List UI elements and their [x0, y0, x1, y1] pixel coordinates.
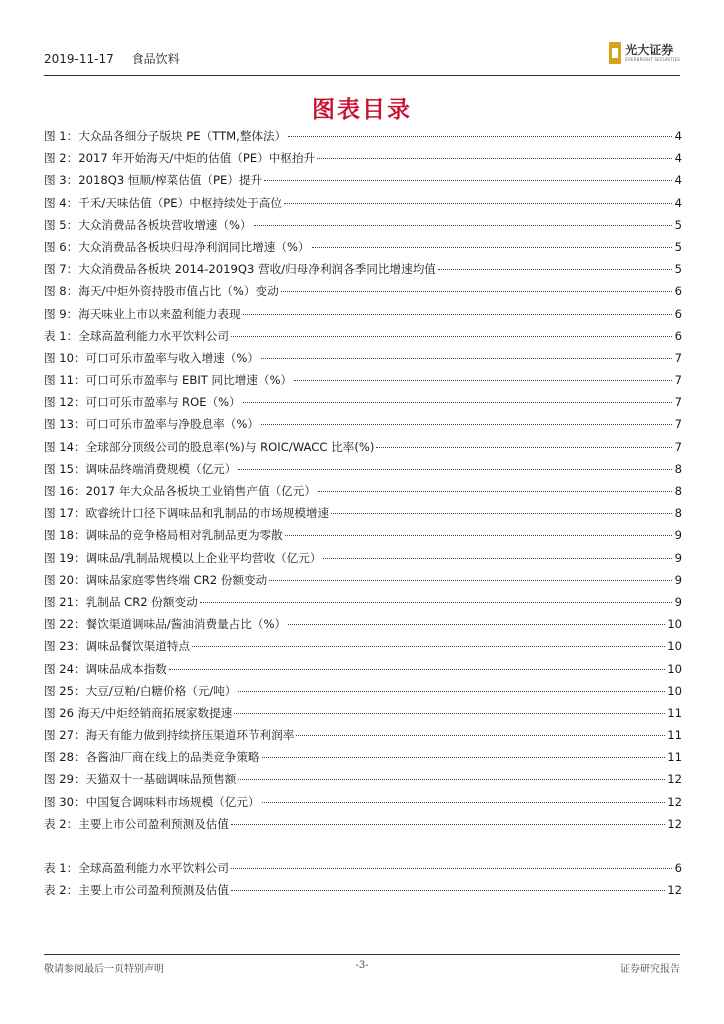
dot-leader — [296, 735, 665, 736]
dot-leader — [317, 158, 672, 159]
toc-entry-page: 10 — [667, 683, 682, 698]
toc-entry[interactable] — [44, 816, 682, 838]
toc-entry[interactable] — [44, 261, 682, 283]
toc-entry[interactable] — [44, 794, 682, 816]
dot-leader — [231, 890, 665, 891]
toc-entry-page: 10 — [667, 617, 682, 632]
toc-entry[interactable] — [44, 594, 682, 616]
dot-leader — [318, 491, 672, 492]
dot-leader — [269, 580, 672, 581]
toc-entry-page: 6 — [674, 861, 682, 875]
dot-leader — [234, 713, 665, 714]
toc-entry-page: 7 — [674, 350, 682, 365]
toc-entry-label: 图 15：调味品终端消费规模（亿元） — [44, 461, 237, 476]
toc-entry-label: 表 1：全球高盈利能力水平饮料公司 — [44, 861, 229, 875]
dot-leader — [312, 247, 672, 248]
logo-icon — [609, 42, 621, 64]
toc-entry[interactable] — [44, 505, 682, 527]
toc-entry-page: 10 — [667, 661, 682, 676]
footer-report-type: 证券研究报告 — [620, 964, 680, 975]
page-number: -3- — [355, 960, 369, 971]
page-header — [44, 40, 680, 74]
header-meta — [44, 50, 194, 67]
dot-leader — [231, 868, 672, 869]
dot-leader — [231, 824, 665, 825]
toc-entry-page: 6 — [674, 306, 682, 321]
toc-entry-page: 12 — [667, 816, 682, 831]
toc-entry-page: 12 — [667, 794, 682, 809]
toc-entry-page: 4 — [674, 129, 682, 143]
dot-leader — [288, 624, 665, 625]
dot-leader — [238, 691, 665, 692]
dot-leader — [192, 646, 665, 647]
toc-entry[interactable] — [44, 239, 682, 261]
dot-leader — [231, 336, 672, 337]
dot-leader — [284, 203, 672, 204]
toc-entry-label: 图 24：调味品成本指数 — [44, 661, 167, 676]
toc-entry-label: 图 12：可口可乐市盈率与 ROE（%） — [44, 395, 241, 410]
toc-entry[interactable] — [44, 771, 682, 793]
toc-entry-page: 8 — [674, 484, 682, 498]
dot-leader — [285, 535, 672, 536]
toc-entry[interactable] — [44, 195, 682, 217]
toc-entry-label: 图 16：2017 年大众品各板块工业销售产值（亿元） — [44, 484, 316, 498]
toc-entry-label: 图 2：2017 年开始海天/中炬的估值（PE）中枢抬升 — [44, 151, 316, 166]
table-toc — [44, 860, 682, 904]
toc-entry-page: 9 — [674, 528, 682, 543]
toc-entry-page: 12 — [667, 772, 682, 787]
dot-leader — [262, 757, 666, 758]
toc-entry-page: 9 — [674, 550, 682, 565]
toc-entry-page: 4 — [674, 195, 682, 210]
toc-entry-label: 图 14：全球部分顶级公司的股息率(%)与 ROIC/WACC 比率(%) — [44, 439, 375, 454]
toc-entry-page: 9 — [674, 572, 682, 587]
toc-entry-label: 表 2：主要上市公司盈利预测及估值 — [44, 816, 229, 831]
toc-entry-page: 4 — [674, 173, 682, 188]
toc-entry[interactable] — [44, 283, 682, 305]
dot-leader — [243, 314, 672, 315]
dot-leader — [261, 424, 672, 425]
toc-entry-label: 图 26 海天/中炬经销商拓展家数提速 — [44, 705, 233, 720]
toc-entry-page: 6 — [674, 284, 682, 299]
toc-entry-label: 图 11：可口可乐市盈率与 EBIT 同比增速（%） — [44, 373, 293, 388]
toc-entry[interactable] — [44, 372, 682, 394]
footer-divider — [44, 954, 680, 955]
toc-entry[interactable] — [44, 727, 682, 749]
dot-leader — [288, 136, 672, 137]
toc-entry-label: 图 6：大众消费品各板块归母净利润同比增速（%） — [44, 239, 310, 254]
toc-entry-page: 6 — [674, 328, 682, 343]
toc-entry[interactable] — [44, 128, 682, 150]
toc-entry-page: 7 — [674, 395, 682, 410]
toc-entry-page: 11 — [667, 705, 682, 720]
toc-entry-label: 表 1：全球高盈利能力水平饮料公司 — [44, 328, 229, 343]
toc-entry[interactable] — [44, 416, 682, 438]
toc-entry-label: 图 13：可口可乐市盈率与净股息率（%） — [44, 417, 259, 432]
dot-leader — [264, 180, 672, 181]
dot-leader — [261, 358, 672, 359]
toc-entry[interactable] — [44, 439, 682, 461]
toc-entry-label: 图 25：大豆/豆粕/白糖价格（元/吨） — [44, 683, 237, 698]
toc-entry-label: 图 30：中国复合调味料市场规模（亿元） — [44, 794, 260, 809]
dot-leader — [238, 469, 672, 470]
toc-entry-label: 图 8：海天/中炬外资持股市值占比（%）变动 — [44, 284, 279, 299]
dot-leader — [281, 291, 672, 292]
figure-toc — [44, 128, 682, 838]
toc-entry[interactable] — [44, 328, 682, 350]
toc-entry-label: 图 18：调味品的竞争格局相对乳制品更为零散 — [44, 528, 283, 543]
toc-entry-page: 12 — [667, 883, 682, 898]
toc-entry-label: 图 4：千禾/天味估值（PE）中枢持续处于高位 — [44, 195, 282, 210]
toc-entry[interactable] — [44, 350, 682, 372]
toc-entry-page: 7 — [674, 373, 682, 388]
dot-leader — [331, 513, 672, 514]
brand-logo — [609, 42, 680, 64]
toc-entry-label: 图 19：调味品/乳制品规模以上企业平均营收（亿元） — [44, 550, 322, 565]
toc-entry[interactable] — [44, 394, 682, 416]
toc-entry-page: 10 — [667, 639, 682, 654]
toc-entry[interactable] — [44, 461, 682, 483]
toc-entry-page: 5 — [674, 262, 682, 277]
toc-entry-page: 4 — [674, 151, 682, 166]
toc-entry[interactable] — [44, 306, 682, 328]
footer-disclaimer: 敬请参阅最后一页特别声明 — [44, 964, 164, 975]
page-footer — [44, 960, 680, 976]
toc-entry[interactable] — [44, 661, 682, 683]
toc-entry[interactable] — [44, 683, 682, 705]
toc-entry[interactable] — [44, 550, 682, 572]
report-date: 2019-11-17 — [44, 52, 114, 66]
toc-entry-page: 9 — [674, 594, 682, 609]
toc-entry[interactable] — [44, 638, 682, 660]
page-title: 图表目录 — [312, 96, 412, 123]
toc-entry[interactable] — [44, 217, 682, 239]
dot-leader — [376, 447, 672, 448]
toc-entry-label: 图 27：海天有能力做到持续挤压渠道环节利润率 — [44, 728, 295, 743]
dot-leader — [294, 380, 672, 381]
toc-entry-label: 图 21：乳制品 CR2 份额变动 — [44, 594, 198, 609]
dot-leader — [200, 602, 672, 603]
report-category: 食品饮料 — [131, 52, 180, 66]
toc-entry[interactable] — [44, 616, 682, 638]
toc-entry-label: 图 3：2018Q3 恒顺/榨菜估值（PE）提升 — [44, 173, 263, 188]
dot-leader — [238, 779, 665, 780]
dot-leader — [262, 802, 666, 803]
toc-entry-label: 图 22：餐饮渠道调味品/酱油消费量占比（%） — [44, 617, 287, 632]
header-divider — [44, 75, 680, 76]
toc-entry-label: 图 1：大众品各细分子版块 PE（TTM,整体法） — [44, 129, 287, 143]
toc-entry[interactable] — [44, 882, 682, 904]
toc-entry-page: 5 — [674, 239, 682, 254]
logo-name-cn: 光大证券 — [625, 43, 674, 57]
toc-entry-page: 8 — [674, 461, 682, 476]
toc-entry-page: 7 — [674, 439, 682, 454]
toc-entry-label: 图 28：各酱油厂商在线上的品类竞争策略 — [44, 750, 260, 765]
dot-leader — [438, 269, 672, 270]
toc-entry[interactable] — [44, 483, 682, 505]
dot-leader — [254, 225, 672, 226]
toc-entry-page: 11 — [667, 728, 682, 743]
dot-leader — [323, 558, 672, 559]
dot-leader — [169, 669, 665, 670]
toc-entry[interactable] — [44, 150, 682, 172]
toc-entry-label: 图 7：大众消费品各板块 2014-2019Q3 营收/归母净利润各季同比增速均值 — [44, 262, 436, 277]
toc-entry-label: 表 2：主要上市公司盈利预测及估值 — [44, 883, 229, 898]
toc-entry[interactable] — [44, 172, 682, 194]
toc-entry[interactable] — [44, 860, 682, 882]
toc-entry-label: 图 9：海天味业上市以来盈利能力表现 — [44, 306, 241, 321]
dot-leader — [243, 402, 672, 403]
toc-entry-label: 图 23：调味品餐饮渠道特点 — [44, 639, 190, 654]
logo-name-en: EVERBRIGHT SECURITIES — [625, 57, 680, 62]
toc-entry-page: 5 — [674, 217, 682, 232]
toc-entry-page: 7 — [674, 417, 682, 432]
toc-entry-label: 图 29：天猫双十一基础调味品预售额 — [44, 772, 237, 787]
toc-entry[interactable] — [44, 705, 682, 727]
toc-entry[interactable] — [44, 572, 682, 594]
toc-entry-label: 图 17：欧睿统计口径下调味品和乳制品的市场规模增速 — [44, 506, 330, 521]
toc-entry[interactable] — [44, 527, 682, 549]
toc-entry-label: 图 20：调味品家庭零售终端 CR2 份额变动 — [44, 572, 268, 587]
toc-entry[interactable] — [44, 749, 682, 771]
toc-entry-page: 8 — [674, 506, 682, 521]
toc-entry-label: 图 5：大众消费品各板块营收增速（%） — [44, 217, 252, 232]
toc-entry-page: 11 — [667, 750, 682, 765]
toc-entry-label: 图 10：可口可乐市盈率与收入增速（%） — [44, 350, 259, 365]
